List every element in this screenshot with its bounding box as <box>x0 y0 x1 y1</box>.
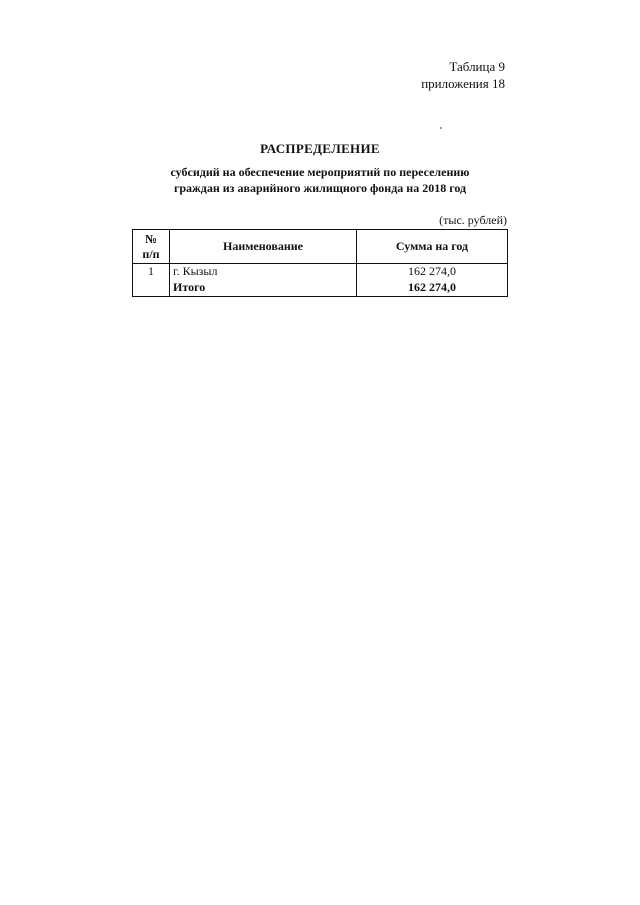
row-name: г. Кызыл <box>170 264 357 281</box>
scan-speck <box>440 127 442 129</box>
total-label: Итого <box>170 280 357 297</box>
table-reference <box>421 58 505 92</box>
subtitle-line-1: субсидий на обеспечение мероприятий по переселению <box>170 165 470 179</box>
units-note: (тыс. рублей) <box>439 213 507 227</box>
total-number-cell <box>133 280 170 297</box>
subtitle-line-2: граждан из аварийного жилищного фонда на 2018 год <box>173 181 467 195</box>
document-title: РАСПРЕДЕЛЕНИЕ <box>260 141 380 156</box>
table-number: Таблица 9 <box>449 59 505 74</box>
column-header-number <box>133 230 170 264</box>
column-header-number-line2: п/п <box>142 246 160 261</box>
distribution-table <box>132 229 508 297</box>
row-number: 1 <box>133 264 170 281</box>
column-header-number-line1: № <box>144 231 158 246</box>
table-row <box>133 264 508 281</box>
total-row <box>133 280 508 297</box>
document-subtitle <box>132 164 508 196</box>
total-sum: 162 274,0 <box>357 280 508 297</box>
row-sum: 162 274,0 <box>357 264 508 281</box>
column-header-sum: Сумма на год <box>357 230 508 264</box>
column-header-name: Наименование <box>170 230 357 264</box>
appendix-number: приложения 18 <box>421 76 505 91</box>
document-heading <box>132 140 508 196</box>
table-header-row <box>133 230 508 264</box>
